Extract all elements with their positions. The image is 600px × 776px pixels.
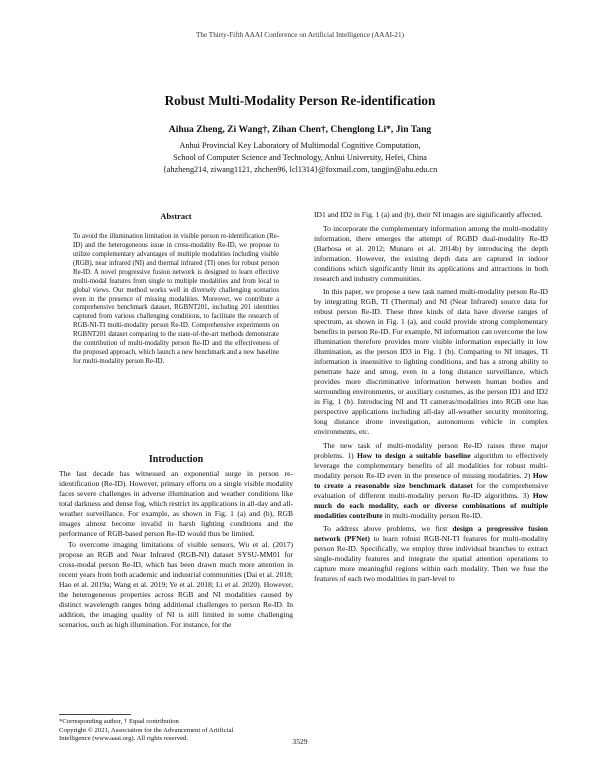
problem-1-text: algorithm to effectively leverage the complementary benefits of all modalities for robust multi-modality person Re-ID even in the presence of missing modalities. 2) xyxy=(314,450,548,480)
pfnet-paragraph xyxy=(314,524,548,584)
intro-paragraph: To incorporate the complementary information among the multi-modality information, there emerges the attempt of RGBD dual-modality Re-ID (Barbosa et al. 2012; Munaro et al. 2014b) by introducing the depth information. However, the existing depth data are captured in indoor conditions which significantly limit its applications and attractions in both research and industry communities. xyxy=(314,223,548,283)
problem-2-bold: How to create a reasonable size benchmark dataset xyxy=(314,470,548,490)
footnote-line: Copyright © 2021, Association for the Advancement of Artificial xyxy=(59,726,234,734)
affiliation-line: School of Computer Science and Technology, Anhui University, Hefei, China xyxy=(173,153,427,162)
affiliation-line: Anhui Provincial Key Laboratory of Multimodal Cognitive Computation, xyxy=(179,141,421,150)
abstract-heading: Abstract xyxy=(160,212,192,221)
page-number: 3529 xyxy=(292,737,308,746)
problem-2-text: for the comprehensive evaluation of different multi-modality person Re-ID algorithms. 3) xyxy=(314,480,548,500)
intro-paragraph: The last decade has witnessed an exponential surge in person re-identification (Re-ID). However, primary efforts on a single visible modality faces severe challenges in adverse illumination and weather conditions like total darkness and dense fog, which restrict its applications in all-day and all-weather surveillance. For example, as shown in Fig. 1 (a) and (b), RGB images almost become invalid in harsh lighting conditions and the performance of RGB-based person Re-ID would thus be limited. xyxy=(59,469,293,538)
intro-paragraph: To overcome imaging limitations of visible sensors, Wu et al. (2017) propose an RGB and Near Infrared (RGB-NI) dataset SYSU-MM01 for cross-modal person Re-ID, which has been drawn much more attention in recent years from both academic and industrial communities (Dai et al. 2018; Hao et al. 2019a; Wang et al. 2019; Ye et al. 2018; Li et al. 2020). However, the heterogeneous properties across RGB and NI modalities caused by distinct wavelength ranges bring additional challenges to person Re-ID. In addition, the imaging quality of NI is still limited in some challenging scenarios, such as high illumination. For instance, for the xyxy=(59,540,293,629)
introduction-heading: Introduction xyxy=(148,454,204,465)
pfnet-lead: To address above problems, we first xyxy=(323,524,453,533)
problems-lead: The new task of multi-modality person Re-ID raises three major problems. 1) xyxy=(314,440,548,460)
author-emails: {ahzheng214, ziwang1121, zhchen96, lcl1314}@foxmail.com, tangjin@ahu.edu.cn xyxy=(162,165,438,174)
abstract-text: To avoid the illumination limitation in visible person re-identification (Re-ID) and the heterogeneous issue in cross-modality Re-ID, we propose to utilize complementary advantages of multiple modalities including visible (RGB), near infrared (NI) and thermal infrared (TI) ones for robust person Re-ID. A novel progressive fusion network is designed to learn effective multi-modal features from single to multiple modalities and from local to global views. Our method works well in diversely challenging scenarios even in the presence of missing modalities. Moreover, we contribute a comprehensive benchmark dataset, RGBNT201, including 201 identities captured from various challenging conditions, to facilitate the research of RGB-NI-TI multi-modality person Re-ID. Comprehensive experiments on RGBNT201 dataset comparing to the state-of-the-art methods demonstrate the contribution of multi-modality person Re-ID and the effectiveness of the proposed approach, which launch a new benchmark and a new baseline for multi-modality person Re-ID. xyxy=(73,232,279,366)
problems-paragraph xyxy=(314,441,548,521)
problem-1-bold: How to design a suitable baseline xyxy=(356,450,471,460)
footnote-line: Intelligence (www.aaai.org). All rights reserved. xyxy=(59,735,189,743)
pfnet-text: to learn robust RGB-NI-TI features for multi-modality person Re-ID. Specifically, we employ three individual branches to extract single-modality features and integrate the spatial attention operations to capture more meaningful regions within each modality. Then we fuse the features of each two modalities in part-level to xyxy=(314,534,548,583)
intro-paragraph: ID1 and ID2 in Fig. 1 (a) and (b), their NI images are significantly affected. xyxy=(314,210,543,219)
footnote-divider xyxy=(59,714,131,715)
problem-3-bold: How much do each modality, each or diverse combinations of multiple modalities contribute xyxy=(314,490,548,520)
right-column-body xyxy=(314,210,548,584)
affiliation xyxy=(0,140,600,176)
paper-authors: Aihua Zheng, Zi Wang†, Zihan Chen†, Chenglong Li*, Jin Tang xyxy=(168,124,432,135)
pfnet-bold: design a progressive fusion network (PFNet) xyxy=(314,524,548,543)
footnote-line: *Corresponding author, † Equal contribution xyxy=(59,718,179,725)
conference-header: The Thirty-Fifth AAAI Conference on Artificial Intelligence (AAAI-21) xyxy=(195,31,405,39)
problem-3-text: in multi-modality person Re-ID. xyxy=(382,510,483,520)
intro-paragraph: In this paper, we propose a new task named multi-modality person Re-ID by integrating RGB, TI (Thermal) and NI (Near Infrared) source data for robust person Re-ID. These three kinds of data have diverse ranges of spectrum, as shown in Fig. 1 (a), and could provide strong complementary benefits in person Re-ID. For example, NI information can overcome the low illumination therefore provides more visible information especially in low illumination, as the person ID3 in Fig. 1 (b). Comparing to NI images, TI information is insensitive to lighting conditions, and has a strong ability to penetrate haze and smog, even in a long distance surveillance, which provides more discriminative information between human bodies and surrounding environments, or auxiliary costumes, as the person ID1 and ID2 in Fig. 1 (b). Introducing NI and TI cameras/modalities into RGB one has perspective applications including all-day all-weather security monitoring, long distance drone investigation, autonomous vehicle in complex environments, etc. xyxy=(314,287,548,436)
paper-title: Robust Multi-Modality Person Re-identification xyxy=(164,93,436,108)
left-column-body xyxy=(59,469,293,630)
